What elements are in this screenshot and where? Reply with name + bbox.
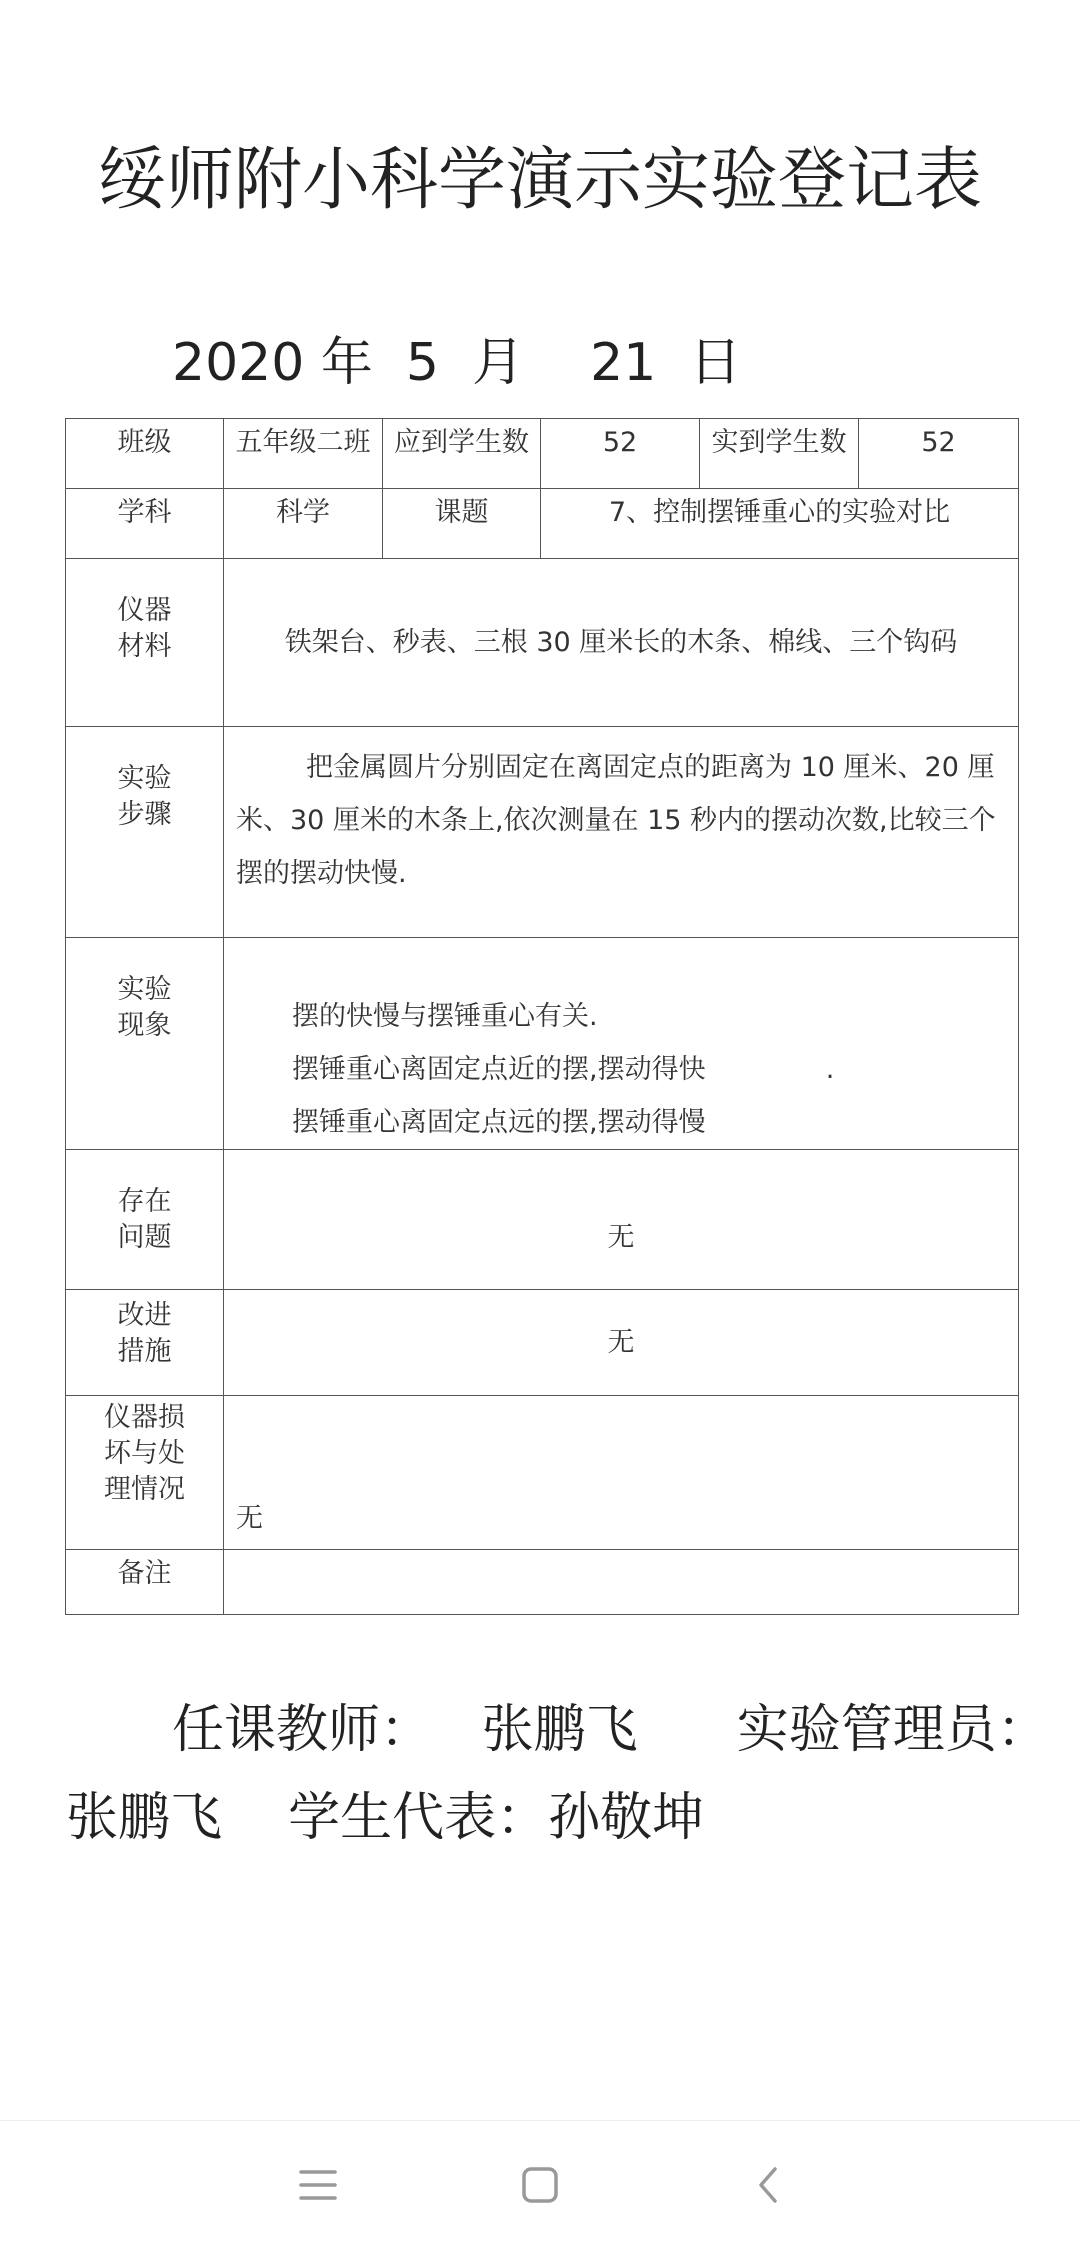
materials-value: 铁架台、秒表、三根 30 厘米长的木条、棉线、三个钩码 (224, 559, 1019, 727)
topic-value: 7、控制摆锤重心的实验对比 (541, 489, 1019, 559)
table-row-class (66, 419, 1019, 489)
phenomenon-label: 实验 现象 (66, 938, 224, 1150)
menu-icon[interactable] (286, 2153, 350, 2217)
expected-students-value: 52 (541, 419, 700, 489)
subject-value: 科学 (224, 489, 383, 559)
table-row-steps (66, 727, 1019, 938)
table-row-problems (66, 1150, 1019, 1290)
actual-students-label: 实到学生数 (700, 419, 859, 489)
actual-students-value: 52 (859, 419, 1019, 489)
phenomenon-line: 摆锤重心离固定点近的摆,摆动得快 . (292, 1054, 835, 1085)
subject-label: 学科 (66, 489, 224, 559)
remarks-value (224, 1550, 1019, 1615)
class-value: 五年级二班 (224, 419, 383, 489)
expected-students-label: 应到学生数 (383, 419, 541, 489)
home-square-icon[interactable] (508, 2153, 572, 2217)
system-navigation-bar (0, 2120, 1080, 2249)
table-row-subject (66, 489, 1019, 559)
table-row-damage (66, 1396, 1019, 1550)
signature-footer (66, 1686, 1049, 1862)
problems-label: 存在 问题 (66, 1150, 224, 1290)
topic-label: 课题 (383, 489, 541, 559)
table-row-materials (66, 559, 1019, 727)
table-row-remarks (66, 1550, 1019, 1615)
table-row-improvements (66, 1290, 1019, 1396)
improvements-label: 改进 措施 (66, 1290, 224, 1396)
steps-label: 实验 步骤 (66, 727, 224, 938)
class-label: 班级 (66, 419, 224, 489)
footer-line-teacher: 任课教师： 张鹏飞 实验管理员： (172, 1700, 1049, 1760)
footer-line-representative: 张鹏飞 学生代表：孙敬坤 (66, 1788, 705, 1848)
table-row-phenomenon (66, 938, 1019, 1150)
phenomenon-line: 摆锤重心离固定点远的摆,摆动得慢 (292, 1107, 706, 1138)
back-chevron-icon[interactable] (736, 2153, 800, 2217)
record-date: 2020 年 5 月 21 日 (172, 333, 742, 393)
registration-table (65, 418, 1019, 1615)
damage-label: 仪器损 坏与处 理情况 (66, 1396, 224, 1550)
problems-value: 无 (224, 1150, 1019, 1290)
document-title: 绥师附小科学演示实验登记表 (97, 141, 982, 220)
phenomenon-value (224, 938, 1019, 1150)
materials-label: 仪器 材料 (66, 559, 224, 727)
phenomenon-line: 摆的快慢与摆锤重心有关. (292, 1001, 598, 1032)
steps-value: 把金属圆片分别固定在离固定点的距离为 10 厘米、20 厘米、30 厘米的木条上,依次测量在 15 秒内的摆动次数,比较三个摆的摆动快慢. (224, 727, 1019, 938)
remarks-label: 备注 (66, 1550, 224, 1615)
improvements-value: 无 (224, 1290, 1019, 1396)
damage-value: 无 (224, 1396, 1019, 1550)
